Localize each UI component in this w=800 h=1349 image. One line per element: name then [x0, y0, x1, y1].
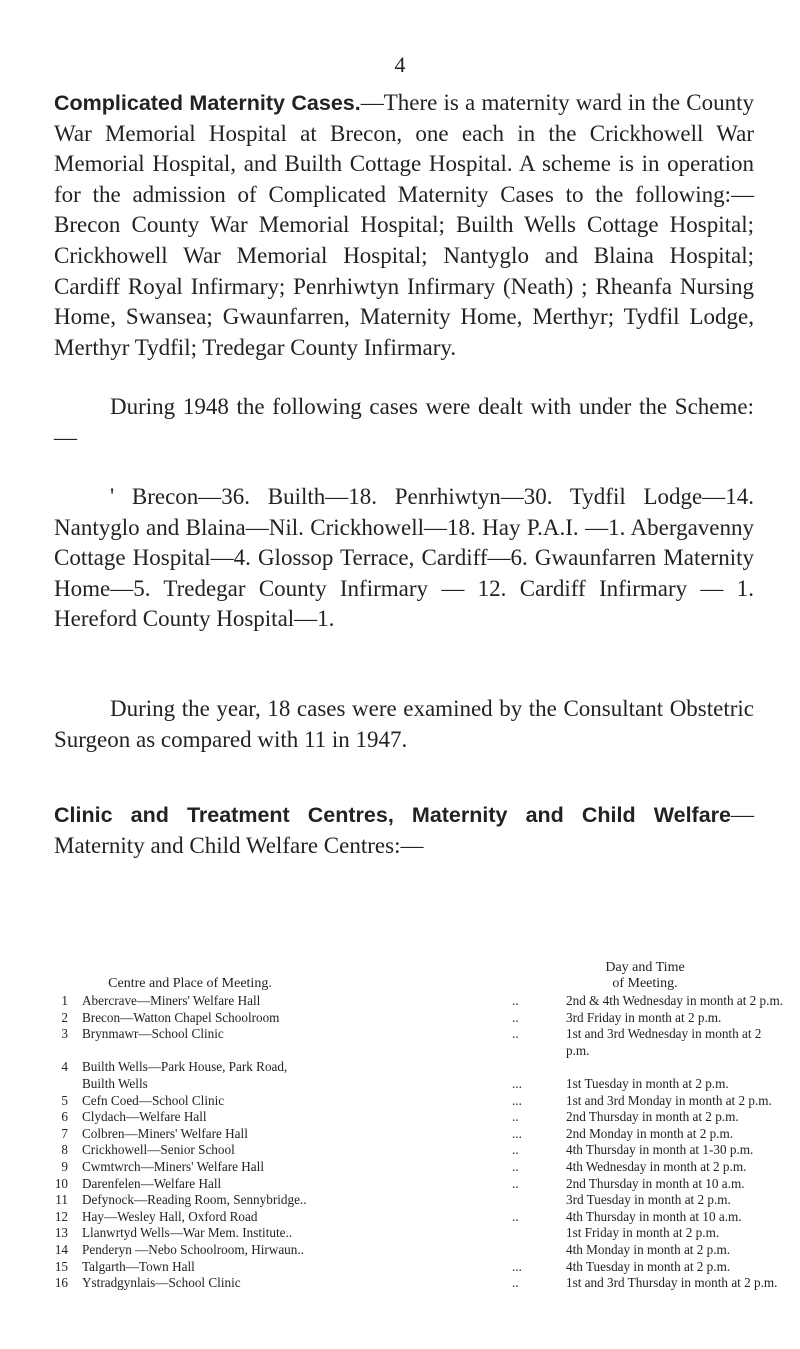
meeting-time: 4th Thursday in month at 10 a.m. — [566, 1208, 742, 1224]
table-header-meeting-line: of Meeting. — [612, 976, 678, 991]
leader-dots: .. — [512, 1026, 519, 1042]
row-number: 13 — [54, 1225, 68, 1241]
centre-place: Cefn Coed—School Clinic — [82, 1092, 225, 1108]
centre-place: Penderyn —Nebo Schoolroom, Hirwaun.. — [82, 1242, 304, 1257]
table-row — [54, 1093, 774, 1109]
table-row — [54, 1159, 774, 1175]
centre-place: Brecon—Watton Chapel Schoolroom — [82, 1009, 280, 1025]
centre-place: Crickhowell—Senior School — [82, 1142, 235, 1158]
table-row — [54, 1225, 774, 1241]
table-row — [54, 1142, 774, 1158]
clinic-centres-heading: Clinic and Treatment Centres, Maternity and Child Welfare — [54, 803, 731, 827]
row-number: 6 — [61, 1109, 68, 1125]
table-header-centre — [90, 976, 290, 992]
centre-place: Darenfelen—Welfare Hall — [82, 1175, 222, 1191]
centre-place: Builth Wells — [82, 1076, 148, 1091]
row-number: 16 — [54, 1275, 68, 1291]
row-number: 4 — [61, 1059, 68, 1075]
centre-place: Defynock—Reading Room, Sennybridge.. — [82, 1192, 307, 1208]
row-number: 3 — [61, 1026, 68, 1042]
leader-dots: .. — [512, 1009, 519, 1025]
table-row — [54, 1026, 774, 1042]
row-number: 9 — [61, 1159, 68, 1174]
meeting-time: 4th Wednesday in month at 2 p.m. — [566, 1159, 747, 1174]
row-number: 11 — [55, 1192, 68, 1208]
clinic-centres-paragraph — [54, 800, 754, 861]
centre-place: Clydach—Welfare Hall — [82, 1109, 207, 1125]
meeting-time: 2nd Monday in month at 2 p.m. — [566, 1125, 734, 1141]
leader-dots: .. — [512, 1175, 519, 1191]
table-row — [54, 1209, 774, 1225]
meeting-time: 1st and 3rd Thursday in month at 2 p.m. — [566, 1275, 778, 1291]
table-row — [54, 1059, 774, 1075]
centre-place: Builth Wells—Park House, Park Road, — [82, 1059, 288, 1075]
leader-dots: .. — [512, 1109, 519, 1125]
table-row — [54, 1242, 774, 1258]
table-row — [54, 1275, 778, 1291]
leader-dots: .. — [512, 1159, 519, 1174]
meeting-time: 2nd Thursday in month at 10 a.m. — [566, 1175, 745, 1191]
meeting-time: 1st Tuesday in month at 2 p.m. — [566, 1076, 729, 1091]
meeting-time: 4th Thursday in month at 1-30 p.m. — [566, 1142, 754, 1158]
consultant-paragraph: During the year, 18 cases were examined by the Consultant Obstetric Surgeon as compared with 11 in 1947. — [54, 696, 754, 752]
centre-place: Brynmawr—School Clinic — [82, 1026, 224, 1042]
centre-place: Abercrave—Miners' Welfare Hall — [82, 993, 261, 1008]
meeting-time: 1st Friday in month at 2 p.m. — [566, 1225, 720, 1241]
centre-place: Llanwrtyd Wells—War Mem. Institute.. — [82, 1225, 293, 1241]
meeting-time: 4th Tuesday in month at 2 p.m. — [566, 1258, 731, 1274]
meeting-time: 1st and 3rd Wednesday in month at 2 — [566, 1026, 762, 1042]
table-row — [54, 993, 784, 1009]
clinic-centres-text: —Maternity and Child Welfare Centres:— — [54, 802, 754, 858]
table-header-centre-line: Centre and Place of Meeting. — [108, 976, 272, 991]
row-number: 10 — [54, 1175, 68, 1191]
centre-place: Colbren—Miners' Welfare Hall — [82, 1125, 248, 1141]
table-row — [54, 1176, 774, 1192]
leader-dots: ... — [512, 1092, 522, 1108]
table-row — [54, 1109, 774, 1125]
row-number: 2 — [61, 1009, 68, 1025]
row-number: 15 — [54, 1258, 68, 1274]
cases-intro-paragraph: During 1948 the following cases were dealt with under the Scheme:— — [54, 394, 754, 450]
table-row — [54, 1076, 774, 1092]
table-row — [54, 1126, 774, 1142]
row-number: 5 — [61, 1092, 68, 1108]
meeting-time: 4th Monday in month at 2 p.m. — [566, 1242, 731, 1257]
complicated-maternity-heading: Complicated Maternity Cases. — [54, 91, 361, 115]
meeting-time: 2nd & 4th Wednesday in month at 2 p.m. — [566, 993, 784, 1008]
meeting-time: 3rd Friday in month at 2 p.m. — [566, 1009, 722, 1025]
centre-place: Hay—Wesley Hall, Oxford Road — [82, 1208, 258, 1224]
table-row — [54, 1259, 774, 1275]
row-number: 7 — [61, 1125, 68, 1141]
centre-place: Talgarth—Town Hall — [82, 1258, 195, 1274]
cases-list-paragraph: ' Brecon—36. Builth—18. Penrhiwtyn—30. Tydfil Lodge—14. Nantyglo and Blaina—Nil. Crickhowell—18. Hay P.A.I. —1. Abergavenny Cottage Hospital—4. Glossop Terrace, Cardiff—6. Gwaunfarren Maternity Home—5. Tredegar County Infirmary — 12. Cardiff Infirmary — 1. Hereford County Hospital—1. — [54, 484, 754, 632]
row-number: 1 — [61, 993, 68, 1008]
centre-place: Ystradgynlais—School Clinic — [82, 1275, 241, 1291]
leader-dots: .. — [512, 1275, 519, 1291]
meeting-time: 2nd Thursday in month at 2 p.m. — [566, 1109, 739, 1125]
complicated-maternity-text: —There is a maternity ward in the County War Memorial Hospital at Brecon, one each in the Crickhowell War Memorial Hospital, and Builth Cottage Hospital. A scheme is in operation for the admission of Complicated Maternity Cases to the following:—Brecon County War Memorial Hospital; Builth Wells Cottage Hospital; Crickhowell War Memorial Hospital; Nantyglo and Blaina Hospital; Cardiff Royal Infirmary; Penrhiwtyn Infirmary (Neath) ; Rheanfa Nursing Home, Swansea; Gwaunfarren, Maternity Home, Merthyr; Tydfil Lodge, Merthyr Tydfil; Tredegar County Infirmary. — [54, 90, 754, 360]
leader-dots: ... — [512, 1258, 522, 1274]
table-row — [54, 1010, 774, 1026]
leader-dots: .. — [512, 1208, 519, 1224]
page-number: 4 — [394, 52, 406, 77]
table-header-day-line: Day and Time — [605, 960, 685, 975]
leader-dots: ... — [512, 1125, 522, 1141]
row-number: 12 — [54, 1208, 68, 1224]
meeting-time: 1st and 3rd Monday in month at 2 p.m. — [566, 1092, 772, 1108]
row-number: 8 — [61, 1142, 68, 1158]
leader-dots: .. — [512, 993, 519, 1008]
centre-place: Cwmtwrch—Miners' Welfare Hall — [82, 1159, 264, 1174]
table-header-day-time — [560, 960, 730, 992]
meeting-time: 3rd Tuesday in month at 2 p.m. — [566, 1192, 731, 1208]
leader-dots: .. — [512, 1142, 519, 1158]
meeting-time: p.m. — [566, 1042, 590, 1058]
complicated-maternity-paragraph — [54, 88, 754, 363]
table-row — [54, 1192, 774, 1208]
leader-dots: ... — [512, 1076, 522, 1091]
row-number: 14 — [54, 1242, 68, 1257]
table-row — [54, 1043, 774, 1059]
